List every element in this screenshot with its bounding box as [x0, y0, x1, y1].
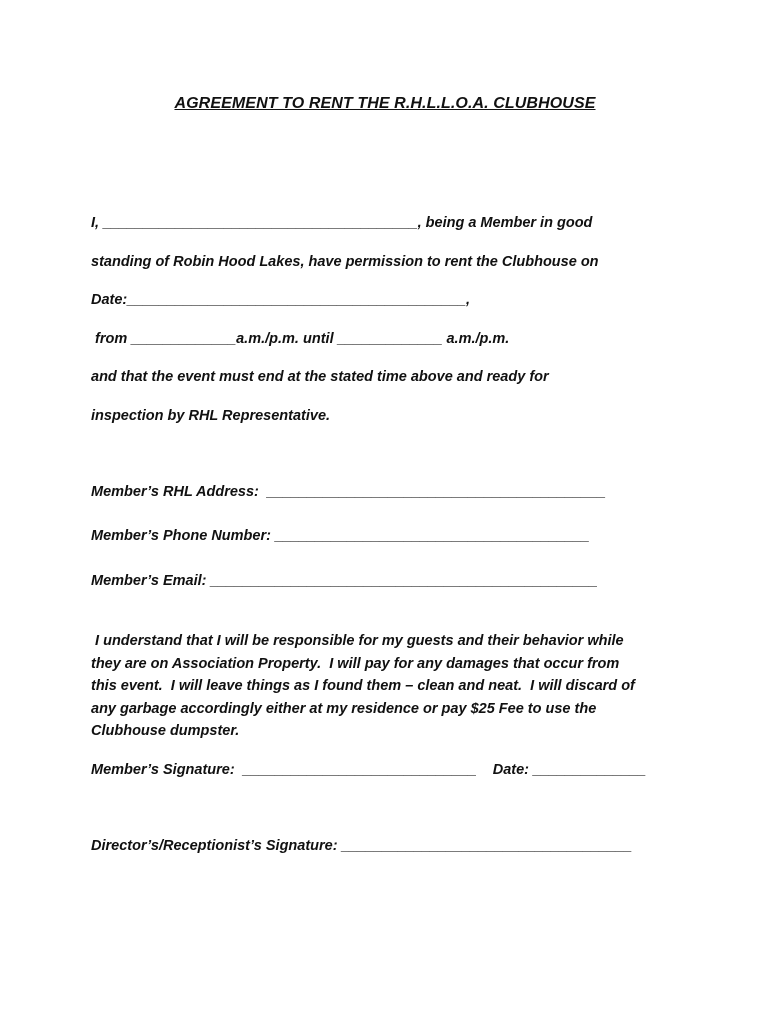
paragraph-line: Clubhouse dumpster.	[91, 723, 240, 739]
paragraph-line: I understand that I will be responsible for my guests and their behavior while	[91, 633, 624, 649]
phone-line[interactable]: Member’s Phone Number: _______________________________________	[91, 528, 590, 544]
event-end-line: and that the event must end at the stated time above and ready for	[91, 369, 549, 385]
responsibility-paragraph	[91, 630, 681, 743]
member-name-line[interactable]: I, _______________________________________, being a Member in good	[91, 215, 593, 231]
address-line[interactable]: Member’s RHL Address: __________________________________________	[91, 484, 606, 500]
inspection-line: inspection by RHL Representative.	[91, 408, 331, 424]
paragraph-line: any garbage accordingly either at my residence or pay $25 Fee to use the	[91, 700, 597, 717]
page-title: AGREEMENT TO RENT THE R.H.L.L.O.A. CLUBHOUSE	[174, 95, 596, 112]
standing-line: standing of Robin Hood Lakes, have permission to rent the Clubhouse on	[91, 254, 599, 270]
time-line[interactable]: from _____________a.m./p.m. until _____________ a.m./p.m.	[91, 331, 510, 347]
email-line[interactable]: Member’s Email: ________________________________________________	[91, 573, 598, 589]
date-line[interactable]: Date:__________________________________________,	[91, 292, 470, 308]
member-signature-line[interactable]: Member’s Signature: _____________________________ Date: ______________	[91, 762, 646, 778]
paragraph-line: they are on Association Property. I will pay for any damages that occur from	[91, 655, 620, 672]
paragraph-line: this event. I will leave things as I found them – clean and neat. I will discard of	[91, 678, 635, 694]
director-signature-line[interactable]: Director’s/Receptionist’s Signature: ____________________________________	[91, 838, 632, 854]
